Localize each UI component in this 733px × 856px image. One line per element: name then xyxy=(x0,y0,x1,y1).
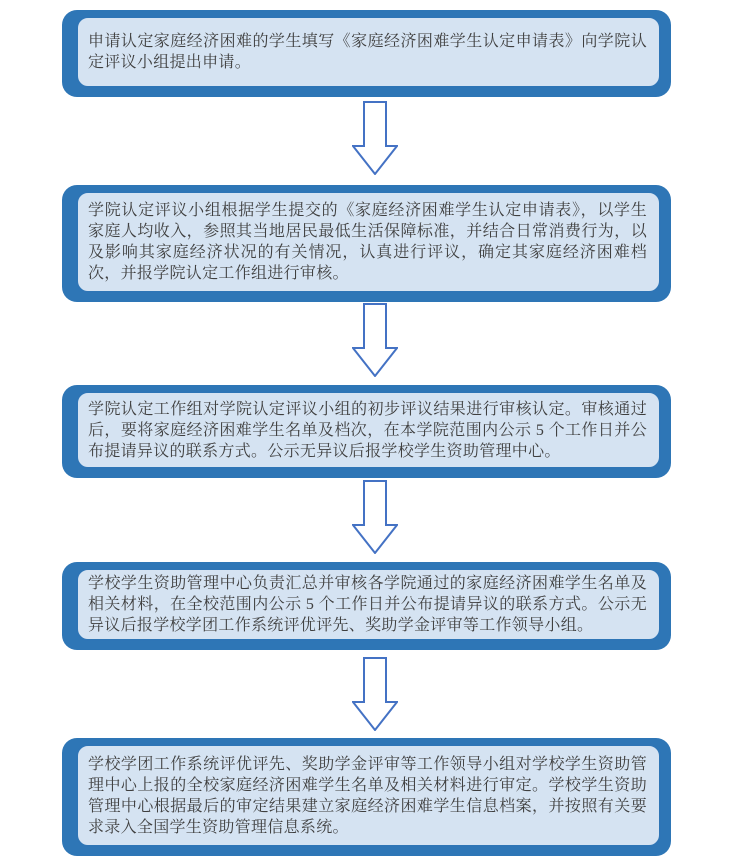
flow-step-5-box xyxy=(62,738,671,856)
flow-connector-4 xyxy=(352,657,398,731)
down-arrow-icon xyxy=(352,101,398,175)
down-arrow-icon xyxy=(352,480,398,554)
flow-step-3-box xyxy=(62,385,671,478)
flow-step-3-inner xyxy=(76,391,661,469)
flow-step-3-text: 学院认定工作组对学院认定评议小组的初步评议结果进行审核认定。审核通过后，要将家庭经济困难学生名单及档次，在本学院范围内公示 5 个工作日并公布提请异议的联系方式。公示无异议后报学校学生资助管理中心。 xyxy=(88,400,647,460)
flow-step-4-text: 学校学生资助管理中心负责汇总并审核各学院通过的家庭经济困难学生名单及相关材料，在全校范围内公示 5 个工作日并公布提请异议的联系方式。公示无异议后报学校学团工作系统评优评先、奖助学金评审等工作领导小组。 xyxy=(88,575,647,634)
flow-step-4-inner xyxy=(76,568,661,641)
flow-step-1-inner xyxy=(76,16,661,88)
flow-step-2-text: 学院认定评议小组根据学生提交的《家庭经济困难学生认定申请表》，以学生家庭人均收入，参照其当地居民最低生活保障标准，并结合日常消费行为，以及影响其家庭经济状况的有关情况，认真进行评议，确定其家庭经济困难档次，并报学院认定工作组进行审核。 xyxy=(88,202,647,282)
flow-connector-3 xyxy=(352,480,398,554)
down-arrow-icon xyxy=(352,303,398,377)
flow-connector-2 xyxy=(352,303,398,377)
flow-step-4-box xyxy=(62,562,671,650)
flow-connector-1 xyxy=(352,101,398,175)
down-arrow-icon xyxy=(352,657,398,731)
flow-step-5-inner xyxy=(76,744,661,847)
flow-step-5-text: 学校学团工作系统评优评先、奖助学金评审等工作领导小组对学校学生资助管理中心上报的全校家庭经济困难学生名单及相关材料进行审定。学校学生资助管理中心根据最后的审定结果建立家庭经济困难学生信息档案，并按照有关要求录入全国学生资助管理信息系统。 xyxy=(88,755,647,836)
flow-step-1-text: 申请认定家庭经济困难的学生填写《家庭经济困难学生认定申请表》向学院认定评议小组提出申请。 xyxy=(88,33,647,71)
flow-step-1-box xyxy=(62,10,671,97)
flow-step-2-box xyxy=(62,185,671,302)
flow-step-2-inner xyxy=(76,191,661,293)
